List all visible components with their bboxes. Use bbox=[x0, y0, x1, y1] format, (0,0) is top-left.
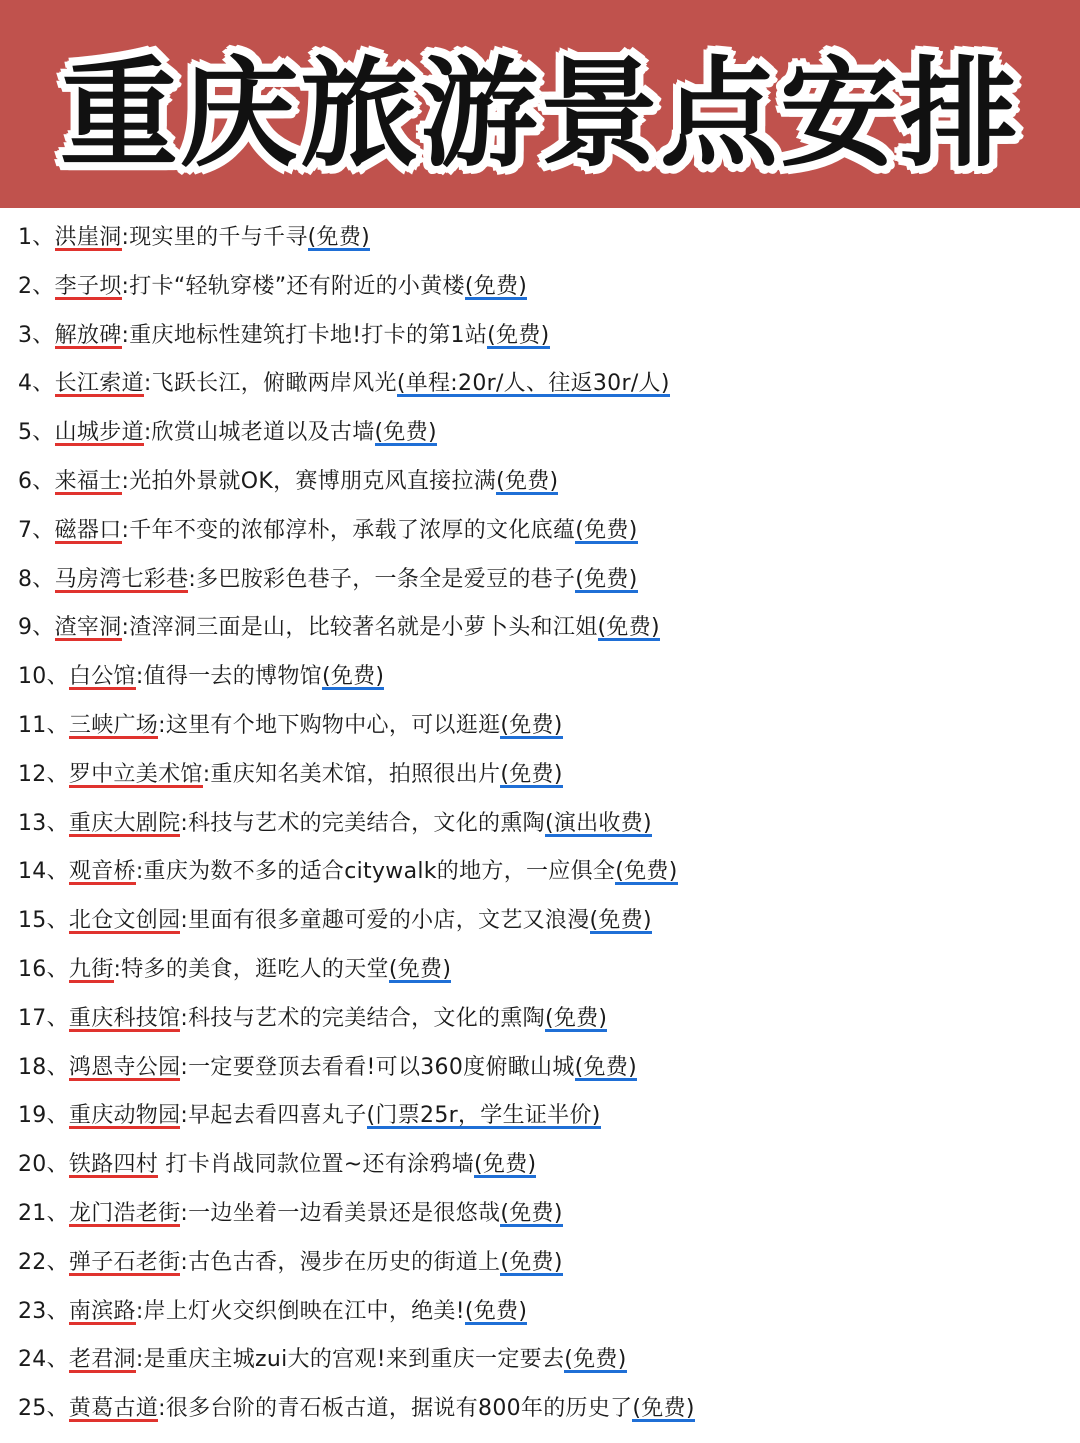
list-item bbox=[18, 751, 1080, 800]
attraction-description: :多巴胺彩色巷子，一条全是爱豆的巷子 bbox=[188, 566, 576, 592]
list-item bbox=[18, 946, 1080, 995]
attraction-description: :欣赏山城老道以及古墙 bbox=[143, 420, 375, 446]
attraction-description: :科技与艺术的完美结合，文化的熏陶 bbox=[180, 810, 545, 836]
attraction-price: (免费) bbox=[575, 566, 638, 592]
list-item bbox=[18, 1288, 1080, 1337]
attraction-price: (免费) bbox=[575, 517, 638, 543]
attraction-price: (门票25r，学生证半价) bbox=[366, 1103, 601, 1129]
item-number: 19、 bbox=[18, 1103, 69, 1129]
attraction-price: (免费) bbox=[500, 1249, 563, 1275]
attraction-price: (免费) bbox=[615, 859, 678, 885]
attraction-name: 马房湾七彩巷 bbox=[54, 566, 189, 592]
title-banner bbox=[0, 0, 1080, 208]
list-item bbox=[18, 507, 1080, 556]
list-item bbox=[18, 1385, 1080, 1434]
attraction-name: 罗中立美术馆 bbox=[68, 761, 203, 787]
attraction-price: (免费) bbox=[388, 956, 452, 982]
attraction-description: :岸上灯火交织倒映在江中，绝美! bbox=[135, 1298, 465, 1324]
item-number: 23、 bbox=[18, 1298, 69, 1324]
item-number: 9、 bbox=[18, 615, 55, 641]
list-item bbox=[18, 360, 1080, 409]
attraction-name: 李子坝 bbox=[54, 273, 122, 299]
item-number: 21、 bbox=[18, 1200, 69, 1226]
item-number: 10、 bbox=[18, 664, 69, 690]
attraction-name: 重庆动物园 bbox=[68, 1103, 181, 1129]
attraction-price: (免费) bbox=[632, 1396, 695, 1422]
attraction-name: 白公馆 bbox=[68, 664, 136, 690]
attraction-description: :一边坐着一边看美景还是很悠哉 bbox=[180, 1200, 501, 1226]
list-item bbox=[18, 1336, 1080, 1385]
attraction-name: 长江索道 bbox=[54, 371, 144, 397]
attraction-name: 弹子石老街 bbox=[68, 1249, 181, 1275]
attraction-description: :飞跃长江，俯瞰两岸风光 bbox=[143, 371, 397, 397]
attraction-price: (免费) bbox=[487, 322, 550, 348]
list-item bbox=[18, 800, 1080, 849]
page-title: 重庆旅游景点安排 bbox=[59, 45, 1020, 183]
list-item bbox=[18, 1092, 1080, 1141]
attraction-description: :光拍外景就OK，赛博朋克风直接拉满 bbox=[121, 468, 497, 494]
item-number: 7、 bbox=[18, 517, 55, 543]
item-number: 5、 bbox=[18, 420, 55, 446]
item-number: 22、 bbox=[18, 1249, 69, 1275]
attraction-price: (演出收费) bbox=[544, 810, 652, 836]
attraction-description: :一定要登顶去看看!可以360度俯瞰山城 bbox=[180, 1054, 575, 1080]
attraction-description: :重庆知名美术馆，拍照很出片 bbox=[202, 761, 501, 787]
attraction-name: 九街 bbox=[68, 956, 114, 982]
attraction-description: :里面有很多童趣可爱的小店，文艺又浪漫 bbox=[180, 908, 590, 934]
attraction-name: 观音桥 bbox=[68, 859, 136, 885]
attraction-price: (免费) bbox=[496, 468, 559, 494]
attraction-description: :很多台阶的青石板古道，据说有800年的历史了 bbox=[158, 1396, 633, 1422]
attraction-price: (免费) bbox=[307, 225, 371, 250]
item-number: 1、 bbox=[18, 225, 55, 250]
attraction-price: (免费) bbox=[374, 420, 437, 446]
attraction-price: (免费) bbox=[500, 761, 563, 787]
list-item bbox=[18, 263, 1080, 312]
attraction-description: :值得一去的博物馆 bbox=[135, 664, 322, 690]
attraction-name: 山城步道 bbox=[54, 420, 144, 446]
item-number: 6、 bbox=[18, 468, 55, 494]
item-number: 18、 bbox=[18, 1054, 69, 1080]
item-number: 24、 bbox=[18, 1347, 69, 1373]
item-number: 4、 bbox=[18, 371, 55, 397]
attraction-name: 龙门浩老街 bbox=[68, 1200, 181, 1226]
item-number: 13、 bbox=[18, 810, 69, 836]
attraction-name: 磁器口 bbox=[54, 517, 122, 543]
item-number: 17、 bbox=[18, 1005, 69, 1031]
list-item bbox=[18, 409, 1080, 458]
item-number: 16、 bbox=[18, 956, 69, 982]
attraction-name: 鸿恩寺公园 bbox=[68, 1054, 181, 1080]
list-item bbox=[18, 653, 1080, 702]
attraction-name: 渣宰洞 bbox=[54, 615, 122, 641]
list-item bbox=[18, 1044, 1080, 1093]
attraction-description: :特多的美食，逛吃人的天堂 bbox=[113, 956, 389, 982]
attraction-description: :科技与艺术的完美结合，文化的熏陶 bbox=[180, 1005, 545, 1031]
attraction-description: 打卡肖战同款位置~还有涂鸦墙 bbox=[158, 1152, 475, 1178]
attraction-price: (免费) bbox=[574, 1054, 638, 1080]
attraction-name: 重庆科技馆 bbox=[68, 1005, 181, 1031]
attraction-price: (免费) bbox=[564, 1347, 627, 1373]
item-number: 2、 bbox=[18, 273, 55, 299]
attraction-description: :重庆地标性建筑打卡地!打卡的第1站 bbox=[121, 322, 488, 348]
attraction-description: :这里有个地下购物中心，可以逛逛 bbox=[158, 712, 501, 738]
attraction-description: :是重庆主城zui大的宫观!来到重庆一定要去 bbox=[135, 1347, 565, 1373]
attraction-price: (免费) bbox=[544, 1005, 608, 1031]
attraction-name: 铁路四村 bbox=[68, 1152, 159, 1178]
attraction-name: 重庆大剧院 bbox=[68, 810, 181, 836]
attraction-description: :古色古香，漫步在历史的街道上 bbox=[180, 1249, 501, 1275]
attraction-price: (免费) bbox=[500, 712, 563, 738]
list-item bbox=[18, 214, 1080, 263]
attraction-price: (免费) bbox=[464, 273, 528, 299]
attraction-price: (免费) bbox=[474, 1152, 537, 1178]
attraction-price: (免费) bbox=[500, 1200, 563, 1226]
attraction-description: :现实里的千与千寻 bbox=[121, 225, 308, 250]
attraction-description: :打卡“轻轨穿楼”还有附近的小黄楼 bbox=[121, 273, 465, 299]
list-item bbox=[18, 848, 1080, 897]
attraction-name: 老君洞 bbox=[68, 1347, 136, 1373]
attraction-name: 南滨路 bbox=[68, 1298, 136, 1324]
list-item bbox=[18, 995, 1080, 1044]
item-number: 20、 bbox=[18, 1152, 69, 1178]
list-item bbox=[18, 604, 1080, 653]
list-item bbox=[18, 1239, 1080, 1288]
item-number: 8、 bbox=[18, 566, 55, 592]
item-number: 3、 bbox=[18, 322, 55, 348]
list-item bbox=[18, 1141, 1080, 1190]
attraction-list bbox=[0, 208, 1080, 1443]
attraction-name: 黄葛古道 bbox=[68, 1396, 159, 1422]
item-number: 15、 bbox=[18, 908, 69, 934]
item-number: 11、 bbox=[18, 712, 69, 738]
attraction-price: (免费) bbox=[464, 1298, 528, 1324]
attraction-description: :重庆为数不多的适合citywalk的地方，一应俱全 bbox=[135, 859, 616, 885]
attraction-price: (免费) bbox=[589, 908, 652, 934]
list-item bbox=[18, 897, 1080, 946]
item-number: 14、 bbox=[18, 859, 69, 885]
attraction-price: (免费) bbox=[597, 615, 660, 641]
list-item bbox=[18, 458, 1080, 507]
attraction-price: (免费) bbox=[321, 664, 385, 690]
list-item bbox=[18, 556, 1080, 605]
item-number: 25、 bbox=[18, 1396, 69, 1422]
attraction-name: 三峡广场 bbox=[68, 712, 159, 738]
attraction-name: 北仓文创园 bbox=[68, 908, 181, 934]
list-item bbox=[18, 312, 1080, 361]
attraction-name: 来福士 bbox=[54, 468, 122, 494]
attraction-name: 洪崖洞 bbox=[54, 225, 122, 250]
list-item bbox=[18, 1190, 1080, 1239]
attraction-name: 解放碑 bbox=[54, 322, 122, 348]
attraction-price: (单程:20r/人、往返30r/人) bbox=[396, 371, 670, 397]
attraction-description: :早起去看四喜丸子 bbox=[180, 1103, 367, 1129]
item-number: 12、 bbox=[18, 761, 69, 787]
list-item bbox=[18, 702, 1080, 751]
attraction-description: :渣滓洞三面是山，比较著名就是小萝卜头和江姐 bbox=[121, 615, 598, 641]
attraction-description: :千年不变的浓郁淳朴，承载了浓厚的文化底蕴 bbox=[121, 517, 576, 543]
